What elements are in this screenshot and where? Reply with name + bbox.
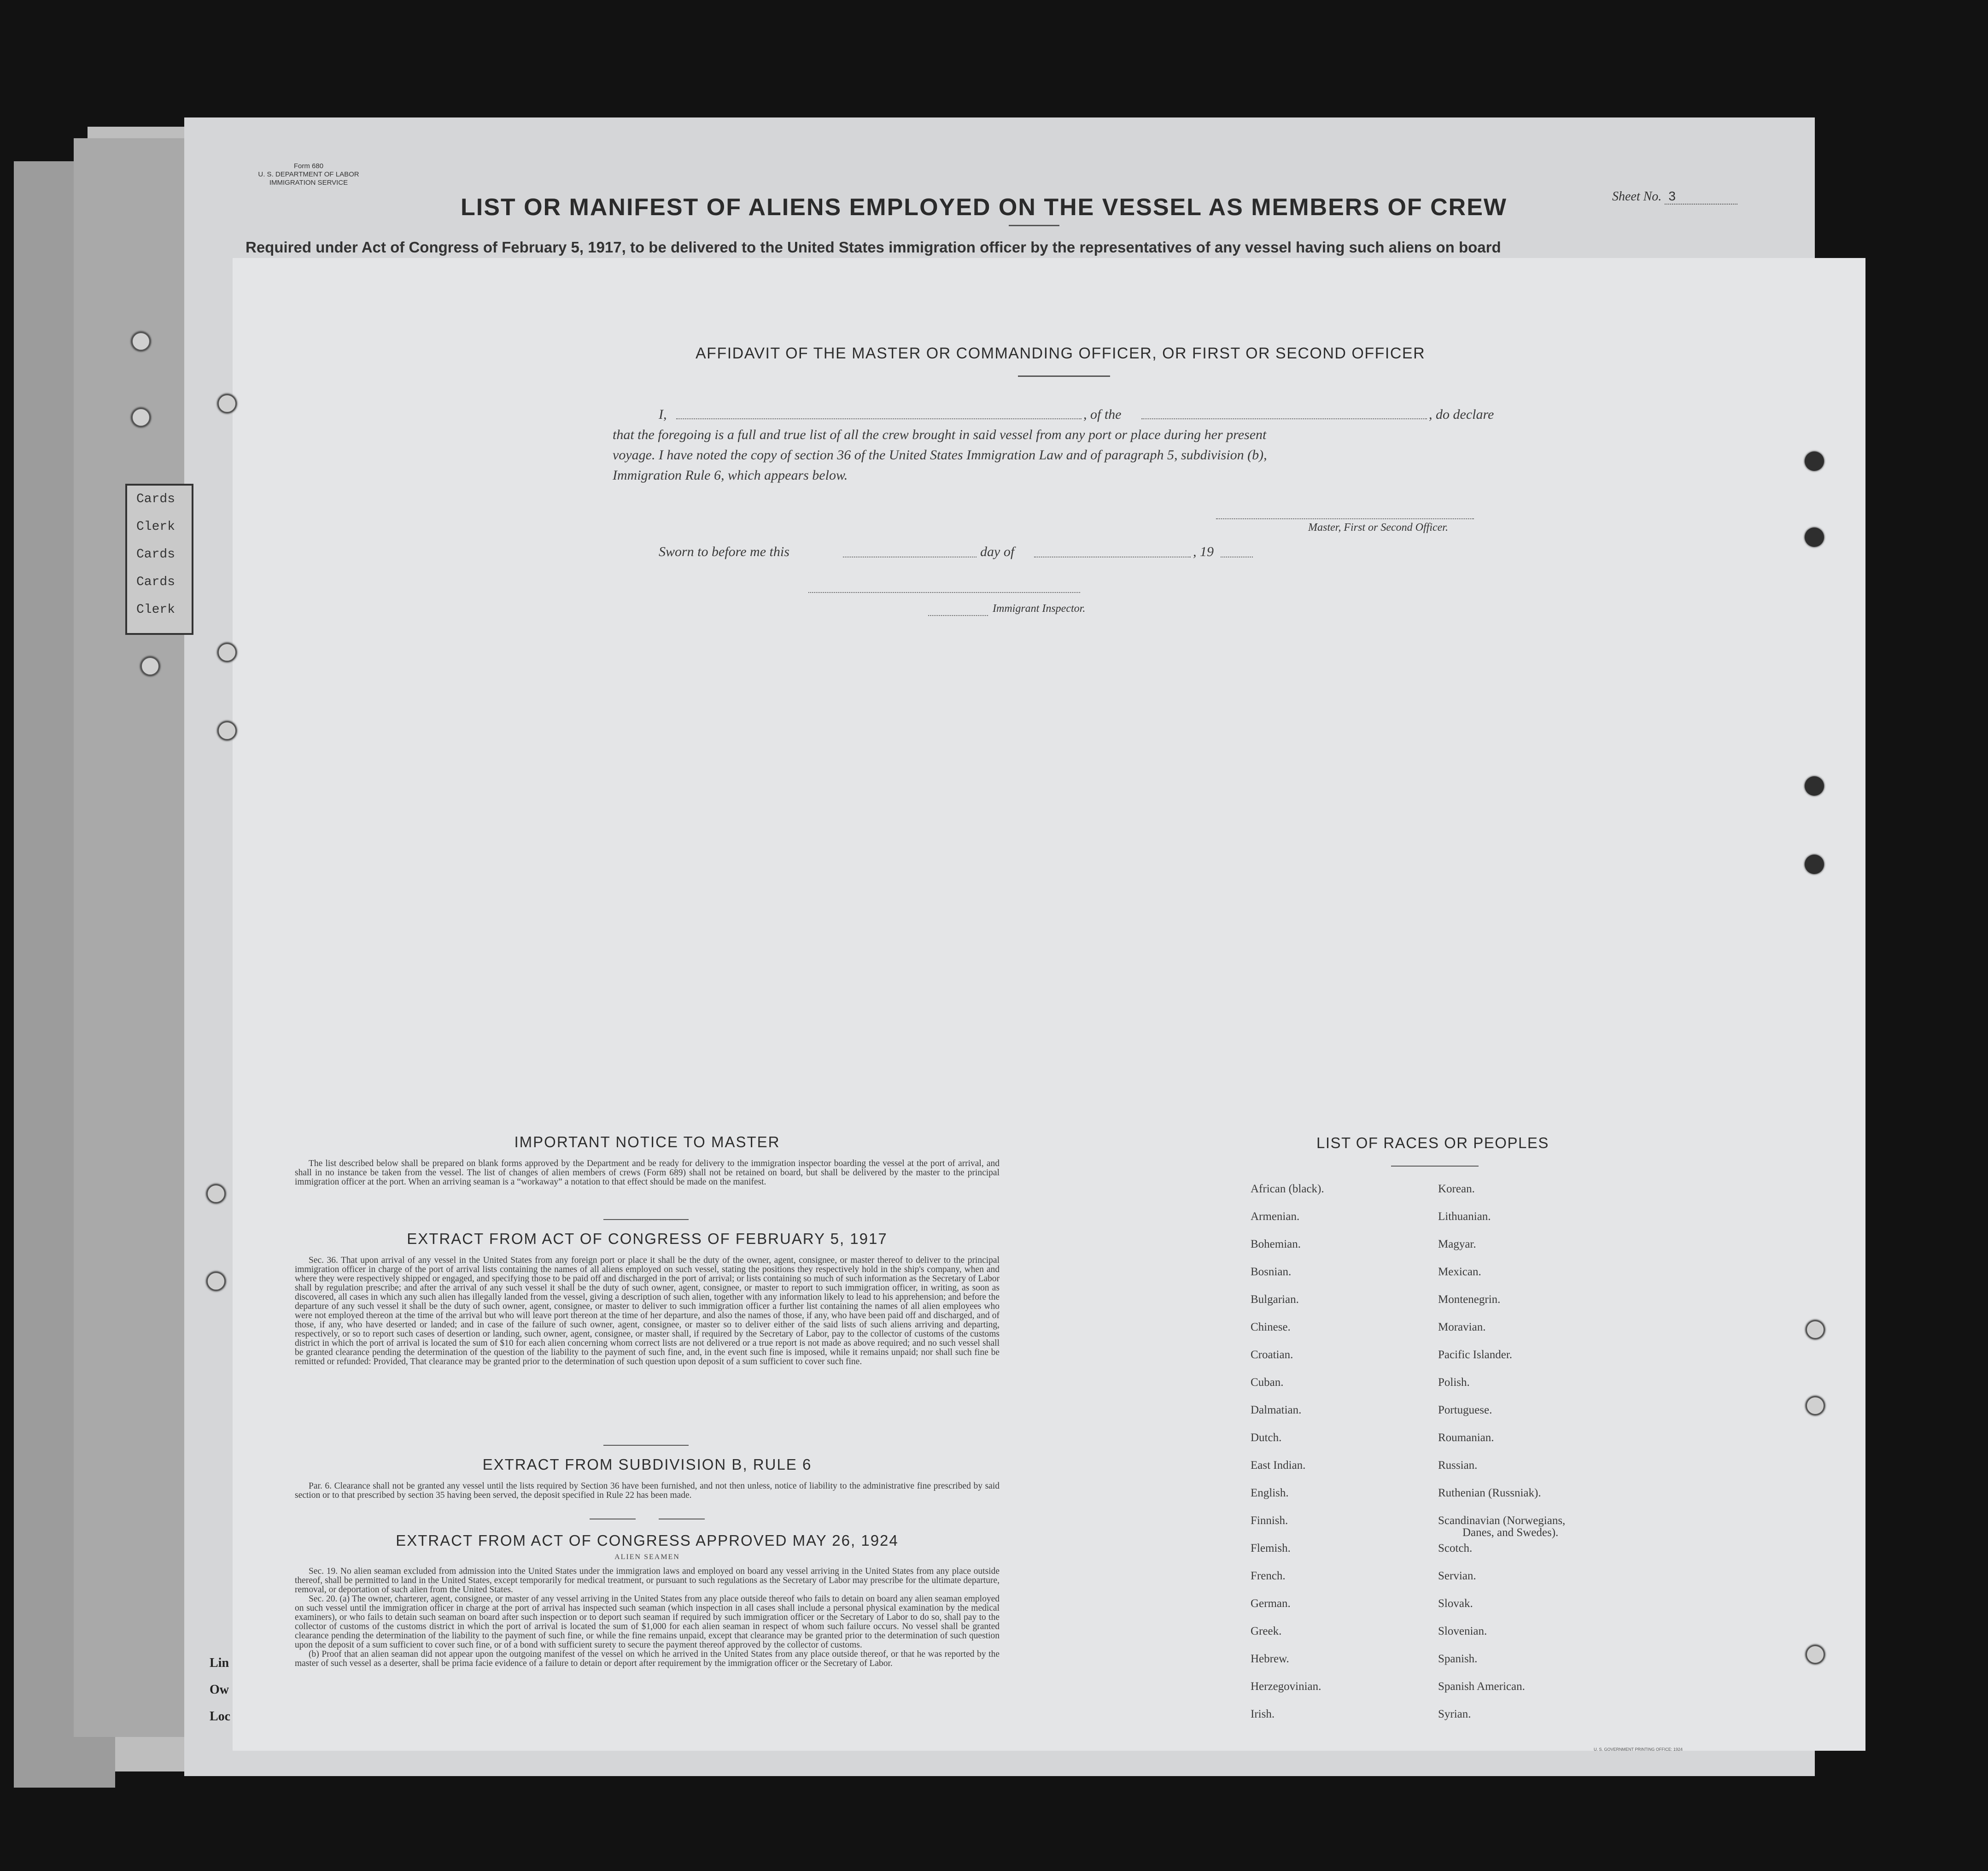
side-card-tab — [125, 484, 193, 635]
race-item: Syrian. — [1438, 1708, 1471, 1720]
card-label: Clerk — [136, 520, 175, 534]
race-item: Montenegrin. — [1438, 1293, 1501, 1306]
binder-hole — [131, 332, 151, 351]
race-item: Magyar. — [1438, 1238, 1476, 1250]
notice-title: IMPORTANT NOTICE TO MASTER — [514, 1133, 780, 1150]
printer-mark: U. S. GOVERNMENT PRINTING OFFICE: 1924 — [1594, 1747, 1683, 1752]
binder-hole — [1806, 1320, 1825, 1339]
extract-1924-section — [295, 1532, 1000, 1748]
race-item: East Indian. — [1251, 1459, 1306, 1472]
extract-1924-text-c: (b) Proof that an alien seaman did not appear upon the outgoing manifest of the vessel on which he arrived in the United States from any place outside thereof, or that he was reported by the master of such vessel as a deserter, shall be prima facie evidence of a failure to detain or deport after requirement by the immigration officer or the Secretary of Labor. — [295, 1649, 1000, 1668]
service-name: IMMIGRATION SERVICE — [269, 179, 348, 187]
card-label: Cards — [136, 547, 175, 562]
extract-rule6-section — [295, 1456, 1000, 1500]
race-item: Korean. — [1438, 1183, 1475, 1195]
extract-rule6-title: EXTRACT FROM SUBDIVISION B, RULE 6 — [482, 1456, 812, 1473]
race-item: African (black). — [1251, 1183, 1324, 1195]
binder-hole — [1805, 776, 1824, 796]
race-item: Portuguese. — [1438, 1404, 1492, 1416]
master-signature-line — [1216, 518, 1474, 519]
extract-1917-title: EXTRACT FROM ACT OF CONGRESS OF FEBRUARY 5, 1917 — [407, 1230, 888, 1247]
form-number: Form 680 — [293, 162, 324, 170]
race-item: Servian. — [1438, 1570, 1476, 1582]
race-item: Slovenian. — [1438, 1625, 1487, 1637]
affidavit-do-declare: , do declare — [1429, 407, 1494, 422]
binder-hole — [217, 721, 237, 740]
binder-hole — [131, 408, 151, 427]
card-label: Cards — [136, 492, 175, 506]
race-item: Bosnian. — [1251, 1266, 1292, 1278]
race-item: German. — [1251, 1597, 1291, 1610]
race-item: Lithuanian. — [1438, 1210, 1491, 1223]
sheet-number-label: Sheet No. — [1612, 189, 1662, 204]
binder-hole — [206, 1184, 226, 1203]
card-label: Cards — [136, 575, 175, 589]
section-rule — [603, 1445, 689, 1446]
race-item: Bohemian. — [1251, 1238, 1301, 1250]
race-item: Greek. — [1251, 1625, 1282, 1637]
race-item: French. — [1251, 1570, 1286, 1582]
manifest-subtitle: Required under Act of Congress of February 5, 1917, to be delivered to the United States immigration officer by the representatives of any vessel having such aliens on board — [246, 239, 1501, 256]
inspector-signature-label: Immigrant Inspector. — [993, 603, 1086, 615]
year-label: , 19 — [1193, 544, 1214, 559]
race-item: English. — [1251, 1487, 1289, 1499]
inspector-signature-line — [808, 592, 1080, 593]
race-item: Flemish. — [1251, 1542, 1291, 1554]
binder-hole — [1806, 1396, 1825, 1415]
binder-hole — [1806, 1645, 1825, 1664]
sheet-number — [1612, 189, 1737, 205]
notice-section — [295, 1133, 1000, 1187]
race-item: Chinese. — [1251, 1321, 1291, 1333]
race-item: Spanish American. — [1438, 1680, 1525, 1693]
binder-hole — [1805, 528, 1824, 547]
race-item: Spanish. — [1438, 1653, 1478, 1665]
affidavit-line-2: that the foregoing is a full and true list of all the crew brought in said vessel from any port or place during her present — [613, 427, 1267, 442]
vessel-blank — [1141, 418, 1427, 419]
name-blank — [676, 418, 1082, 419]
races-title: LIST OF RACES OR PEOPLES — [1316, 1134, 1549, 1151]
edge-label: Ow — [210, 1683, 229, 1697]
extract-1917-text: Sec. 36. That upon arrival of any vessel in the United States from any foreign port or place it shall be the duty of the owner, agent, consignee, or master thereof to deliver to the principal immigration officer in charge of the port of arrival lists containing the names of all aliens employed on such vessel, stating the positions they respectively hold in the ship's company, when and where they were respectively shipped or engaged, and specifying those to be paid off and discharged in the port of arrival; or lists containing so much of such information as the Secretary of Labor shall by regulation prescribe; and after the arrival of any such vessel it shall be the duty of such owner, agent, consignee, or master to report to such immigration officer, in writing, as soon as discovered, all cases in which any such alien has illegally landed from the vessel, giving a description of such alien, together with any information likely to lead to his apprehension; and before the departure of any such vessel it shall be the duty of such owner, agent, consignee, or master to deliver to such immigration officer a further list containing the names of all alien employees who were not employed thereon at the time of the arrival but who will leave port thereon at the time of her departure, and also the names of those, if any, who have been paid off and discharged, and of those, if any, who have deserted or landed; and in case of the failure of such owner, agent, consignee, or master so to deliver either of the said lists of such aliens arriving and departing, respectively, or so to report such cases of desertion or landing, such owner, agent, consignee, or master shall, if required by the Secretary of Labor, pay to the collector of customs of the customs district in which the port of arrival is located the sum of $10 for each alien concerning whom correct lists are not delivered or a true report is not made as above required; and no such vessel shall be granted clearance pending the determination of the question of the liability to the payment of such fine, and, in the event such fine is imposed, while it remains unpaid; nor shall such fine be remitted or refunded: Provided, That clearance may be granted prior to the determination of such question upon deposit of a sum sufficient to cover such fine. — [295, 1255, 1000, 1367]
notice-text: The list described below shall be prepared on blank forms approved by the Department and be ready for delivery to the immigration inspector boarding the vessel at the port of arrival, and shall in no instance be taken from the vessel. The list of changes of alien members of crews (Form 689) shall not be retained on board, but shall be delivered by the master to the principal immigration officer at the port. When an arriving seaman is a “workaway” a notation to that effect should be made on the manifest. — [295, 1159, 1000, 1187]
manifest-title: LIST OR MANIFEST OF ALIENS EMPLOYED ON THE VESSEL AS MEMBERS OF CREW — [461, 194, 1507, 221]
title-underline — [1009, 225, 1059, 226]
binder-hole — [1805, 855, 1824, 874]
edge-label: Lin — [210, 1656, 229, 1670]
department-name: U. S. DEPARTMENT OF LABOR — [258, 170, 359, 178]
affidavit-i-label: I, — [659, 407, 667, 422]
affidavit-title: AFFIDAVIT OF THE MASTER OR COMMANDING OFFICER, OR FIRST OR SECOND OFFICER — [696, 345, 1426, 362]
section-rule — [603, 1219, 689, 1220]
card-label: Clerk — [136, 603, 175, 617]
binder-hole — [1805, 452, 1824, 471]
binder-hole — [217, 394, 237, 413]
race-item: Hebrew. — [1251, 1653, 1289, 1665]
master-signature-label: Master, First or Second Officer. — [1308, 522, 1448, 534]
affidavit-line-4: Immigration Rule 6, which appears below. — [613, 468, 848, 483]
race-item: Dutch. — [1251, 1431, 1282, 1444]
binder-hole — [206, 1272, 226, 1291]
race-item: Cuban. — [1251, 1376, 1284, 1389]
race-item: Pacific Islander. — [1438, 1349, 1513, 1361]
affidavit-sheet — [233, 258, 1865, 1751]
day-of-label: day of — [980, 544, 1015, 559]
sworn-label: Sworn to before me this — [659, 544, 789, 559]
race-item: Slovak. — [1438, 1597, 1473, 1610]
inspector-name-blank — [928, 615, 988, 616]
extract-rule6-text: Par. 6. Clearance shall not be granted any vessel until the lists required by Section 36 have been furnished, and not then unless, notice of liability to the administrative fine prescribed by said section or to that prescribed by section 35 having been served, the deposit specified in Rule 22 has been made. — [295, 1481, 1000, 1500]
affidavit-line-3: voyage. I have noted the copy of section 36 of the United States Immigration Law and of paragraph 5, subdivision (b), — [613, 447, 1267, 463]
race-item: Scandinavian (Norwegians, — [1438, 1514, 1566, 1527]
race-item: Dalmatian. — [1251, 1404, 1302, 1416]
extract-1924-subtitle: ALIEN SEAMEN — [614, 1553, 680, 1561]
affidavit-rule — [1018, 375, 1110, 377]
race-item: Croatian. — [1251, 1349, 1293, 1361]
race-item: Ruthenian (Russniak). — [1438, 1487, 1541, 1499]
extract-1924-title: EXTRACT FROM ACT OF CONGRESS APPROVED MAY 26, 1924 — [396, 1532, 899, 1549]
extract-1924-text-b: Sec. 20. (a) The owner, charterer, agent, consignee, or master of any vessel arriving in the United States from any place outside thereof who fails to detain on board any alien seaman employed on such vessel until the immigration officer in charge at the port of arrival has inspected such seaman (which inspection in all cases shall include a personal physical examination by the medical examiners), or who fails to detain such seaman on board after such inspection or to deport such seaman if required by such immigration officer or the Secretary of Labor to do so, shall pay to the collector of customs of the customs district in which the port of arrival is located the sum of $1,000 for each alien seaman in respect of whom such failure occurs. No vessel shall be granted clearance pending the determination of the liability to the payment of such fine, or while the fine remains unpaid, except that clearance may be granted prior to the determination of such question upon the deposit of a sum sufficient to cover such fine, or of a bond with sufficient surety to secure the payment thereof approved by the collector of customs. — [295, 1594, 1000, 1650]
race-item: Irish. — [1251, 1708, 1275, 1720]
race-item: Moravian. — [1438, 1321, 1486, 1333]
race-item: Roumanian. — [1438, 1431, 1494, 1444]
race-item: Finnish. — [1251, 1514, 1288, 1527]
race-item: Bulgarian. — [1251, 1293, 1299, 1306]
race-item-continued: Danes, and Swedes). — [1462, 1526, 1559, 1539]
race-item: Polish. — [1438, 1376, 1470, 1389]
form-header — [244, 162, 373, 187]
races-rule — [1391, 1166, 1479, 1167]
race-item: Herzegovinian. — [1251, 1680, 1321, 1693]
sheet-number-value: 3 — [1665, 189, 1737, 205]
affidavit-of-the: , of the — [1083, 407, 1122, 422]
race-item: Scotch. — [1438, 1542, 1473, 1554]
edge-label: Loc — [210, 1709, 231, 1724]
binder-hole — [217, 643, 237, 662]
binder-hole — [140, 657, 160, 676]
extract-1917-section — [295, 1230, 1000, 1367]
race-item: Mexican. — [1438, 1266, 1481, 1278]
race-item: Russian. — [1438, 1459, 1478, 1472]
race-item: Armenian. — [1251, 1210, 1300, 1223]
extract-1924-text-a: Sec. 19. No alien seaman excluded from admission into the United States under the immigration laws and employed on board any vessel arriving in the United States from any place outside thereof, shall be permitted to land in the United States, except temporarily for medical treatment, or pursuant to such regulations as the Secretary of Labor may prescribe for the ultimate departure, removal, or deportation of such alien from the United States. — [295, 1566, 1000, 1595]
